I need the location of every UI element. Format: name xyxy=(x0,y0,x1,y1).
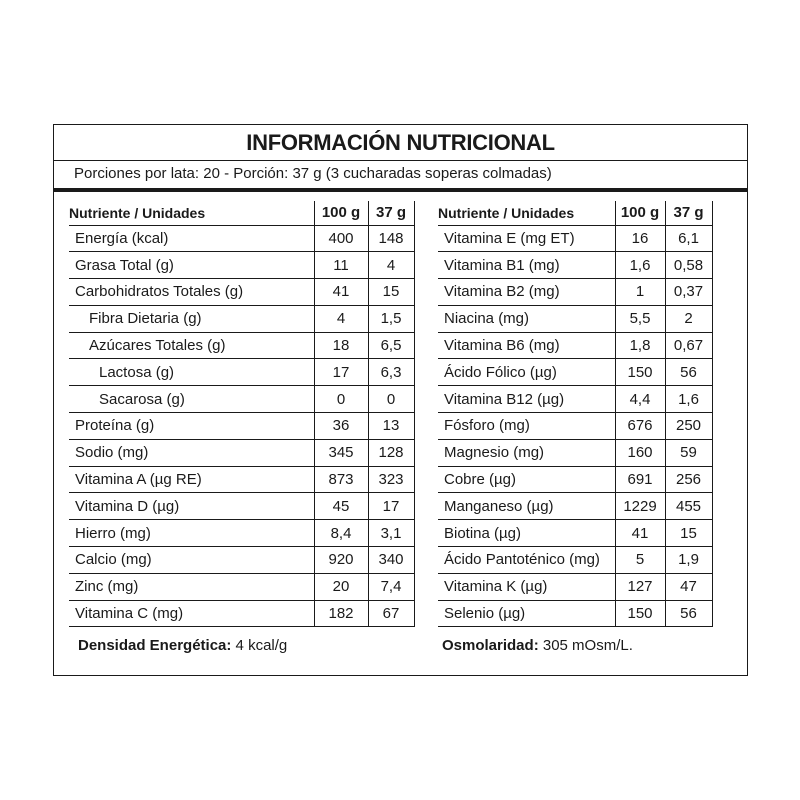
value-per-portion: 17 xyxy=(368,493,414,520)
nutrients-table-right xyxy=(438,201,713,627)
table-row xyxy=(438,305,712,332)
value-per-portion: 4 xyxy=(368,252,414,279)
value-per-portion: 0,58 xyxy=(665,252,712,279)
nutrient-name: Vitamina D (µg) xyxy=(69,493,314,520)
value-per-100g: 150 xyxy=(615,359,665,386)
value-per-100g: 41 xyxy=(615,520,665,547)
value-per-portion: 56 xyxy=(665,359,712,386)
value-per-100g: 20 xyxy=(314,573,368,600)
nutrient-name: Vitamina K (µg) xyxy=(438,573,615,600)
energy-density-label: Densidad Energética: xyxy=(78,637,232,654)
table-row xyxy=(69,332,414,359)
value-per-100g: 18 xyxy=(314,332,368,359)
table-row xyxy=(69,252,414,279)
table-row xyxy=(438,573,712,600)
value-per-portion: 455 xyxy=(665,493,712,520)
table-row xyxy=(438,359,712,386)
value-per-portion: 15 xyxy=(665,520,712,547)
nutrients-table-left xyxy=(69,201,415,627)
value-per-100g: 4,4 xyxy=(615,386,665,413)
value-per-100g: 11 xyxy=(314,252,368,279)
value-per-100g: 1,8 xyxy=(615,332,665,359)
value-per-portion: 6,3 xyxy=(368,359,414,386)
value-per-portion: 0,37 xyxy=(665,279,712,306)
table-row xyxy=(69,493,414,520)
value-per-100g: 16 xyxy=(615,225,665,252)
header-per-100g: 100 g xyxy=(615,201,665,225)
value-per-portion: 148 xyxy=(368,225,414,252)
value-per-portion: 7,4 xyxy=(368,573,414,600)
nutrient-name: Sodio (mg) xyxy=(69,439,314,466)
value-per-portion: 3,1 xyxy=(368,520,414,547)
nutrient-name: Manganeso (µg) xyxy=(438,493,615,520)
nutrient-name: Sacarosa (g) xyxy=(69,386,314,413)
value-per-100g: 17 xyxy=(314,359,368,386)
value-per-portion: 0 xyxy=(368,386,414,413)
table-row xyxy=(438,386,712,413)
value-per-100g: 45 xyxy=(314,493,368,520)
value-per-100g: 150 xyxy=(615,600,665,627)
value-per-100g: 691 xyxy=(615,466,665,493)
nutrient-name: Energía (kcal) xyxy=(69,225,314,252)
value-per-portion: 1,6 xyxy=(665,386,712,413)
value-per-100g: 676 xyxy=(615,413,665,440)
table-row xyxy=(438,547,712,574)
value-per-portion: 56 xyxy=(665,600,712,627)
value-per-100g: 1 xyxy=(615,279,665,306)
table-row xyxy=(438,466,712,493)
portion-info: Porciones por lata: 20 - Porción: 37 g (3 cucharadas soperas colmadas) xyxy=(74,165,552,182)
table-row xyxy=(438,520,712,547)
value-per-100g: 182 xyxy=(314,600,368,627)
nutrient-name: Hierro (mg) xyxy=(69,520,314,547)
value-per-portion: 15 xyxy=(368,279,414,306)
nutrient-name: Lactosa (g) xyxy=(69,359,314,386)
nutrient-name: Niacina (mg) xyxy=(438,305,615,332)
table-row xyxy=(69,573,414,600)
value-per-100g: 345 xyxy=(314,439,368,466)
nutrient-name: Fibra Dietaria (g) xyxy=(69,305,314,332)
table-row xyxy=(69,466,414,493)
osmolarity-label: Osmolaridad: xyxy=(442,637,539,654)
value-per-100g: 4 xyxy=(314,305,368,332)
osmolarity xyxy=(442,637,633,654)
nutrient-name: Grasa Total (g) xyxy=(69,252,314,279)
value-per-portion: 47 xyxy=(665,573,712,600)
table-row xyxy=(69,413,414,440)
value-per-portion: 6,1 xyxy=(665,225,712,252)
nutrient-name: Vitamina B12 (µg) xyxy=(438,386,615,413)
table-row xyxy=(69,279,414,306)
nutrient-name: Vitamina B1 (mg) xyxy=(438,252,615,279)
header-per-portion: 37 g xyxy=(368,201,414,225)
table-row xyxy=(438,600,712,627)
value-per-100g: 127 xyxy=(615,573,665,600)
table-row xyxy=(69,547,414,574)
nutrient-name: Cobre (µg) xyxy=(438,466,615,493)
value-per-100g: 1229 xyxy=(615,493,665,520)
table-row xyxy=(69,359,414,386)
nutrient-name: Calcio (mg) xyxy=(69,547,314,574)
nutrient-name: Zinc (mg) xyxy=(69,573,314,600)
value-per-portion: 1,5 xyxy=(368,305,414,332)
value-per-portion: 59 xyxy=(665,439,712,466)
value-per-100g: 920 xyxy=(314,547,368,574)
thick-divider xyxy=(54,188,747,192)
table-row xyxy=(438,493,712,520)
nutrient-name: Vitamina C (mg) xyxy=(69,600,314,627)
value-per-100g: 36 xyxy=(314,413,368,440)
table-row xyxy=(69,305,414,332)
nutrient-name: Ácido Pantoténico (mg) xyxy=(438,547,615,574)
table-row xyxy=(69,386,414,413)
energy-density-value: 4 kcal/g xyxy=(231,637,288,654)
value-per-portion: 323 xyxy=(368,466,414,493)
nutrient-name: Magnesio (mg) xyxy=(438,439,615,466)
header-per-100g: 100 g xyxy=(314,201,368,225)
value-per-100g: 0 xyxy=(314,386,368,413)
header-nutrient: Nutriente / Unidades xyxy=(438,201,615,225)
value-per-portion: 1,9 xyxy=(665,547,712,574)
value-per-portion: 67 xyxy=(368,600,414,627)
header-per-portion: 37 g xyxy=(665,201,712,225)
panel-title: INFORMACIÓN NUTRICIONAL xyxy=(246,130,555,155)
value-per-portion: 340 xyxy=(368,547,414,574)
value-per-100g: 400 xyxy=(314,225,368,252)
value-per-portion: 2 xyxy=(665,305,712,332)
nutrient-name: Azúcares Totales (g) xyxy=(69,332,314,359)
nutrient-name: Vitamina E (mg ET) xyxy=(438,225,615,252)
value-per-100g: 41 xyxy=(314,279,368,306)
nutrient-name: Selenio (µg) xyxy=(438,600,615,627)
value-per-100g: 8,4 xyxy=(314,520,368,547)
value-per-portion: 128 xyxy=(368,439,414,466)
value-per-portion: 0,67 xyxy=(665,332,712,359)
table-row xyxy=(438,225,712,252)
value-per-portion: 250 xyxy=(665,413,712,440)
table-header-row xyxy=(69,201,414,225)
table-row xyxy=(438,279,712,306)
table-row xyxy=(438,332,712,359)
value-per-portion: 13 xyxy=(368,413,414,440)
nutrient-name: Fósforo (mg) xyxy=(438,413,615,440)
nutrient-name: Carbohidratos Totales (g) xyxy=(69,279,314,306)
value-per-100g: 873 xyxy=(314,466,368,493)
table-row xyxy=(69,520,414,547)
table-row xyxy=(69,439,414,466)
nutrition-facts-panel xyxy=(53,124,748,676)
table-header-row xyxy=(438,201,712,225)
nutrient-name: Biotina (µg) xyxy=(438,520,615,547)
value-per-100g: 5 xyxy=(615,547,665,574)
osmolarity-value: 305 mOsm/L. xyxy=(538,637,633,654)
nutrient-name: Vitamina B6 (mg) xyxy=(438,332,615,359)
nutrient-name: Vitamina A (µg RE) xyxy=(69,466,314,493)
value-per-100g: 5,5 xyxy=(615,305,665,332)
value-per-100g: 1,6 xyxy=(615,252,665,279)
table-row xyxy=(438,413,712,440)
nutrient-name: Vitamina B2 (mg) xyxy=(438,279,615,306)
table-row xyxy=(438,252,712,279)
table-row xyxy=(69,225,414,252)
table-row xyxy=(438,439,712,466)
header-nutrient: Nutriente / Unidades xyxy=(69,201,314,225)
title-divider xyxy=(54,160,747,161)
table-row xyxy=(69,600,414,627)
nutrient-name: Proteína (g) xyxy=(69,413,314,440)
value-per-portion: 6,5 xyxy=(368,332,414,359)
value-per-100g: 160 xyxy=(615,439,665,466)
value-per-portion: 256 xyxy=(665,466,712,493)
energy-density xyxy=(78,637,287,654)
nutrient-name: Ácido Fólico (µg) xyxy=(438,359,615,386)
